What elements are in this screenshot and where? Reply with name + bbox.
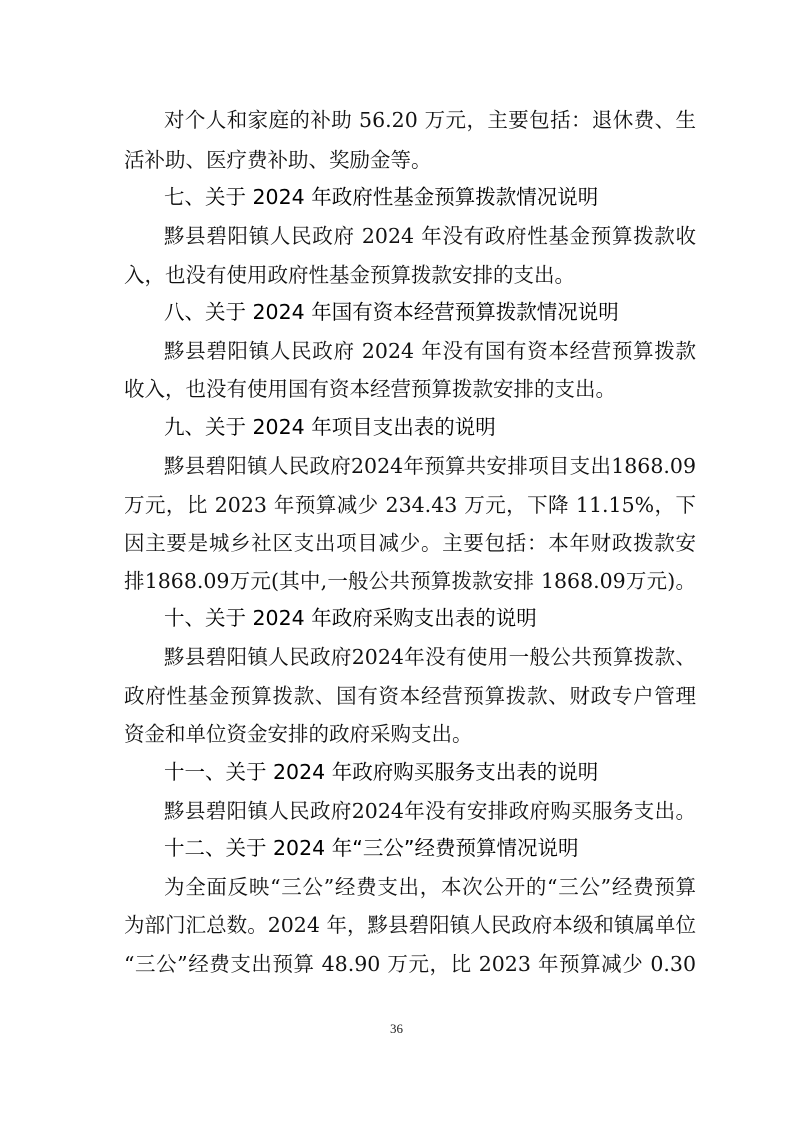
body-text-line: 为部门汇总数。2024 年，黟县碧阳镇人民政府本级和镇属单位: [124, 913, 696, 937]
body-text-line: 万元，比 2023 年预算减少 234.43 万元，下降 11.15%，下: [124, 493, 696, 517]
body-text-line: “三公”经费支出预算 48.90 万元，比 2023 年预算减少 0.30: [124, 952, 696, 976]
section-heading: 八、关于 2024 年国有资本经营预算拨款情况说明: [164, 300, 619, 324]
section-heading: 九、关于 2024 年项目支出表的说明: [164, 415, 496, 439]
body-text-line: 收入，也没有使用国有资本经营预算拨款安排的支出。: [124, 377, 616, 401]
body-text-line: 黟县碧阳镇人民政府2024年没有使用一般公共预算拨款、: [164, 645, 696, 669]
section-heading: 十、关于 2024 年政府采购支出表的说明: [164, 606, 537, 630]
section-heading: 十一、关于 2024 年政府购买服务支出表的说明: [164, 760, 599, 784]
body-text-line: 黟县碧阳镇人民政府 2024 年没有国有资本经营预算拨款: [164, 339, 696, 363]
body-text-line: 排1868.09万元(其中,一般公共预算拨款安排 1868.09万元)。: [124, 569, 696, 593]
body-text-line: 因主要是城乡社区支出项目减少。主要包括：本年财政拨款安: [124, 531, 696, 555]
body-text-line: 入，也没有使用政府性基金预算拨款安排的支出。: [124, 263, 575, 287]
body-text-line: 政府性基金预算拨款、国有资本经营预算拨款、财政专户管理: [124, 684, 696, 708]
body-text-line: 资金和单位资金安排的政府采购支出。: [124, 722, 473, 746]
body-text-line: 活补助、医疗费补助、奖励金等。: [124, 148, 432, 172]
body-text-line: 对个人和家庭的补助 56.20 万元，主要包括：退休费、生: [164, 108, 696, 132]
body-text-line: 黟县碧阳镇人民政府 2024 年没有政府性基金预算拨款收: [164, 224, 696, 248]
page-number: 36: [390, 1021, 403, 1036]
section-heading: 十二、关于 2024 年“三公”经费预算情况说明: [164, 836, 579, 860]
body-text-line: 黟县碧阳镇人民政府2024年预算共安排项目支出1868.09: [164, 454, 696, 478]
section-heading: 七、关于 2024 年政府性基金预算拨款情况说明: [164, 185, 599, 209]
body-text-line: 黟县碧阳镇人民政府2024年没有安排政府购买服务支出。: [164, 799, 696, 823]
body-text-line: 为全面反映“三公”经费支出，本次公开的“三公”经费预算: [164, 875, 696, 899]
